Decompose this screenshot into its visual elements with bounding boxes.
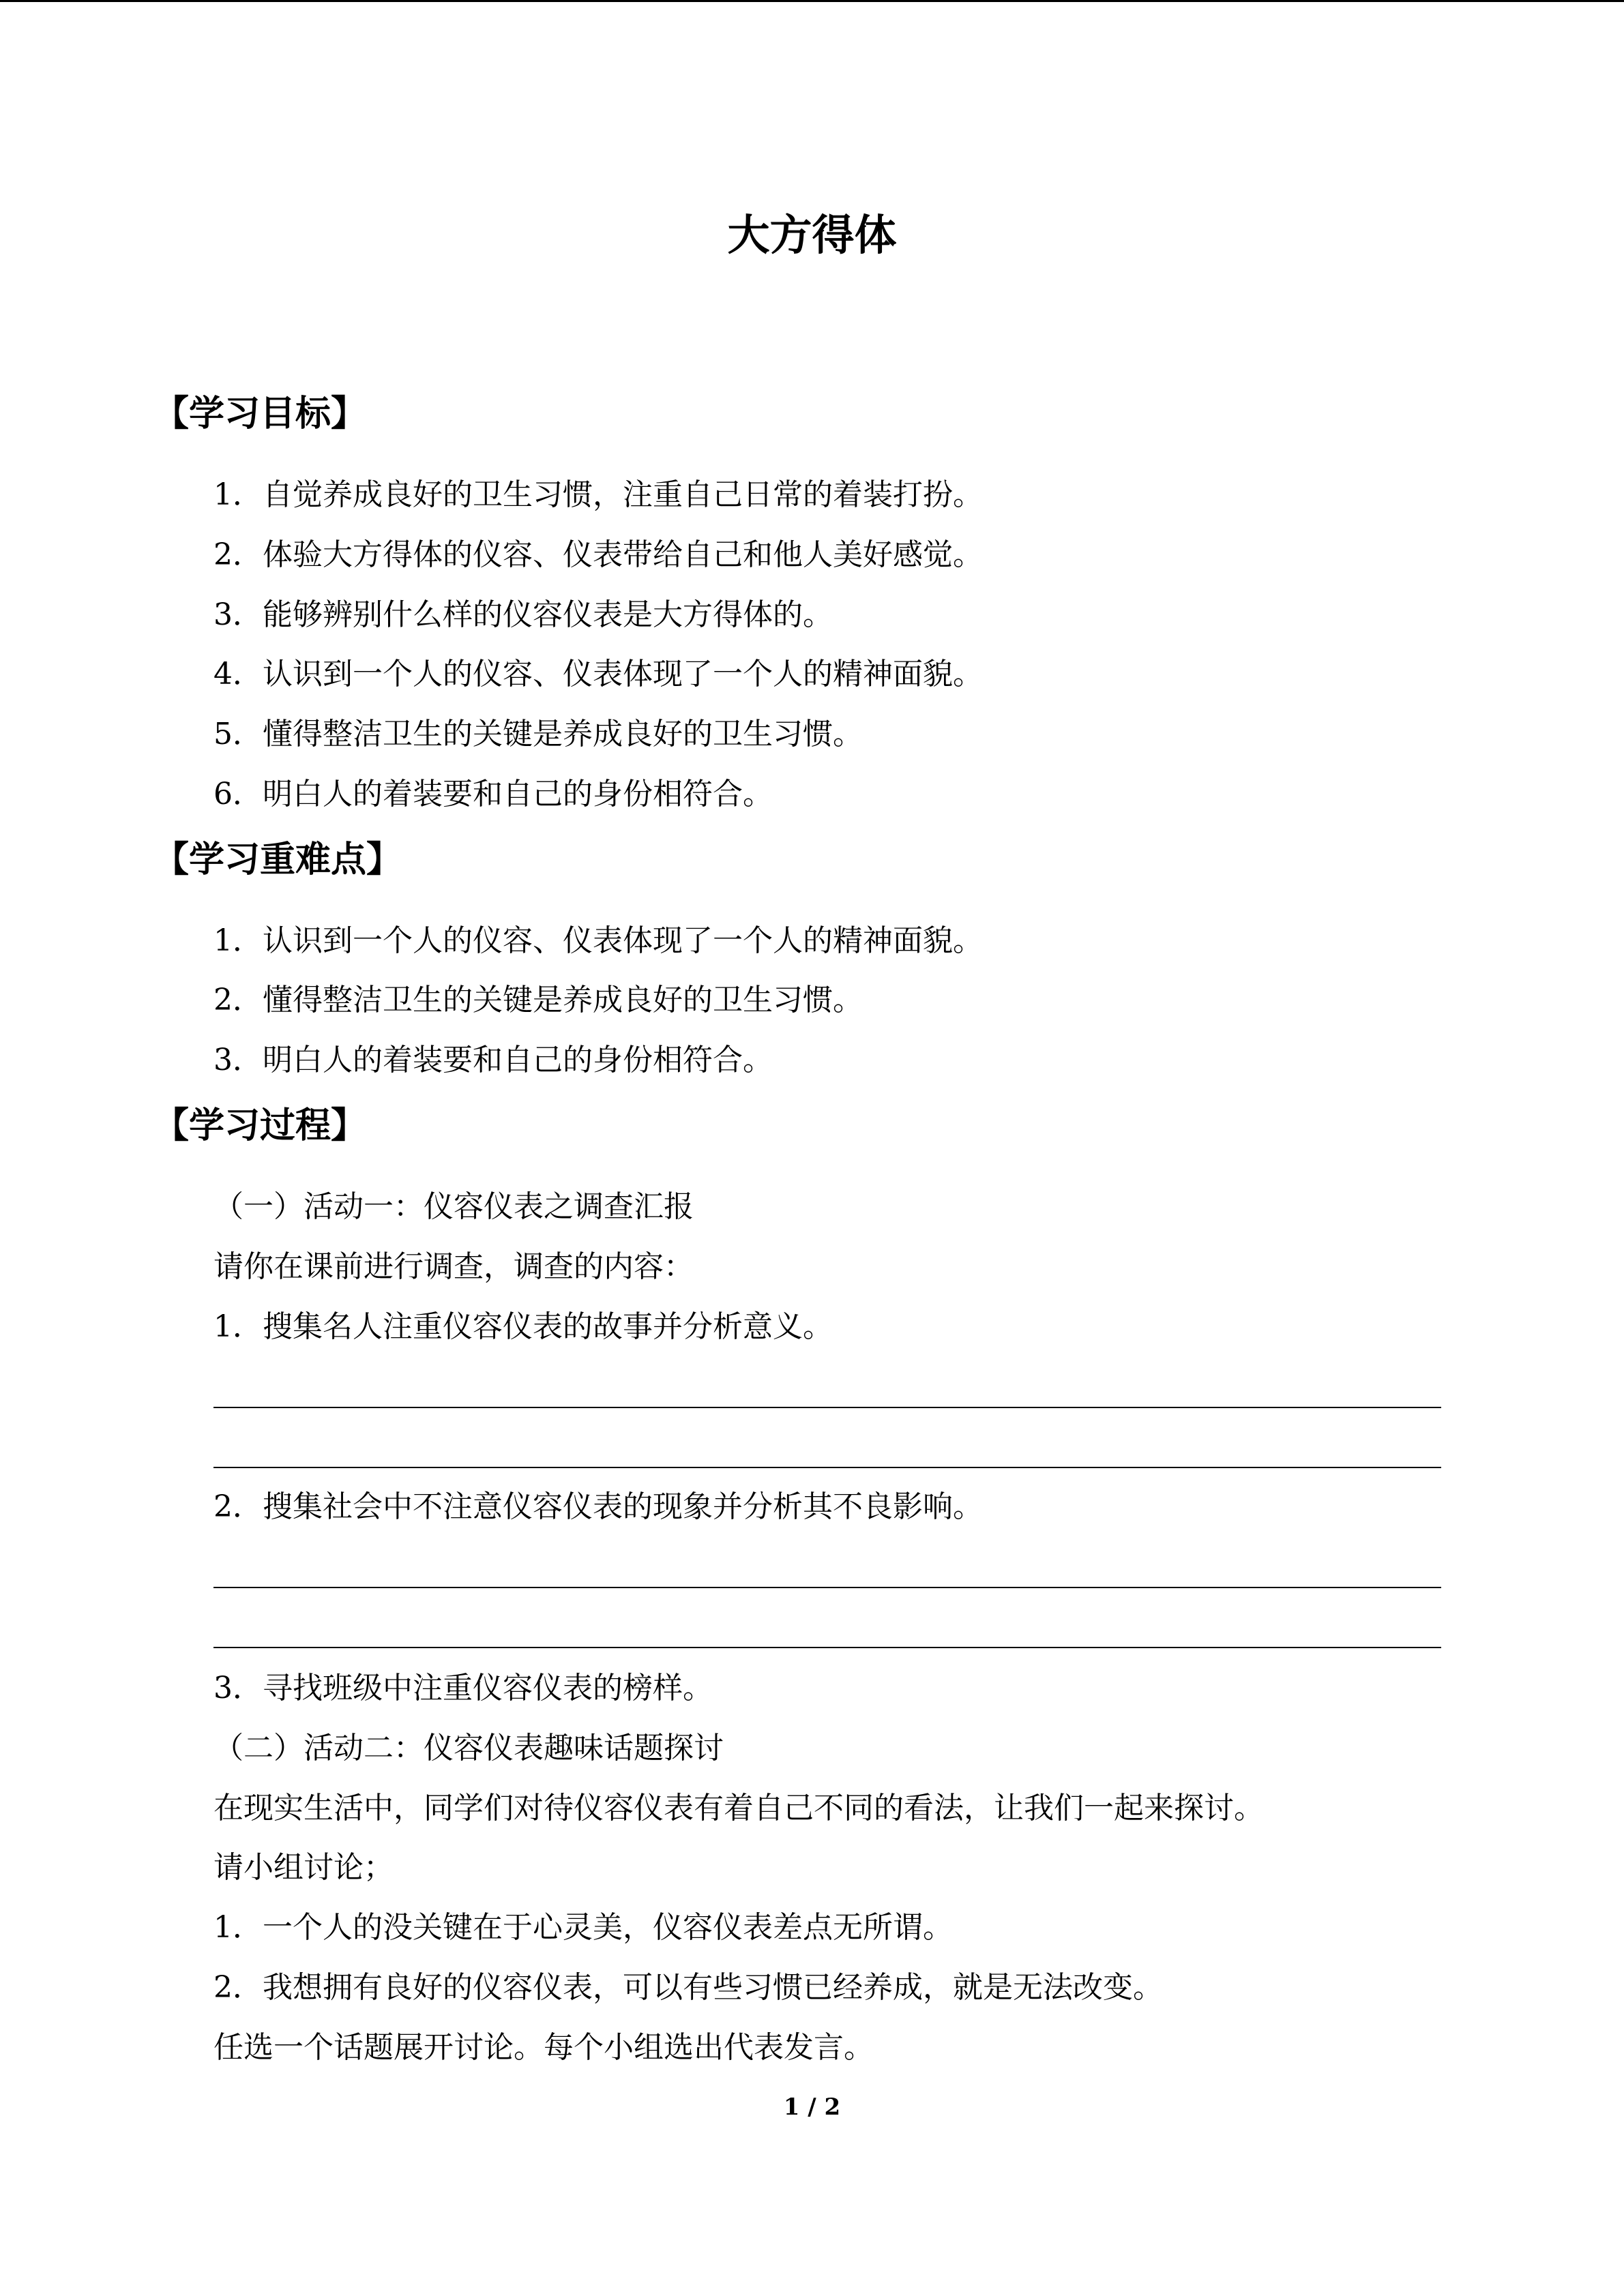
top-border bbox=[0, 0, 1624, 2]
activity1-item-2: 2．搜集社会中不注意仪容仪表的现象并分析其不良影响。 bbox=[213, 1489, 983, 1524]
objective-item-1: 1．自觉养成良好的卫生习惯，注重自己日常的着装打扮。 bbox=[213, 477, 983, 512]
activity2-item-2: 2．我想拥有良好的仪容仪表，可以有些习惯已经养成，就是无法改变。 bbox=[213, 1970, 1163, 2005]
activity2-closing: 任选一个话题展开讨论。每个小组选出代表发言。 bbox=[213, 2030, 874, 2065]
key-point-item-1: 1．认识到一个人的仪容、仪表体现了一个人的精神面貌。 bbox=[213, 923, 983, 958]
activity2-prompt: 请小组讨论； bbox=[213, 1850, 394, 1885]
activity2-intro: 在现实生活中，同学们对待仪容仪表有着自己不同的看法，让我们一起来探讨。 bbox=[213, 1791, 1264, 1825]
page-number: 1 / 2 bbox=[783, 2093, 841, 2121]
objective-item-6: 6．明白人的着装要和自己的身份相符合。 bbox=[213, 777, 773, 811]
activity2-title: （二）活动二：仪容仪表趣味话题探讨 bbox=[213, 1731, 724, 1765]
activity1-intro: 请你在课前进行调查，调查的内容： bbox=[213, 1249, 694, 1284]
answer-line bbox=[213, 1407, 1441, 1408]
activity1-item-3: 3．寻找班级中注重仪容仪表的榜样。 bbox=[213, 1671, 713, 1705]
page-title: 大方得体 bbox=[727, 210, 897, 260]
answer-line bbox=[213, 1587, 1441, 1588]
objective-item-5: 5．懂得整洁卫生的关键是养成良好的卫生习惯。 bbox=[213, 717, 863, 751]
section-heading-key-points: 【学习重难点】 bbox=[153, 839, 402, 880]
key-point-item-3: 3．明白人的着装要和自己的身份相符合。 bbox=[213, 1043, 773, 1077]
key-point-item-2: 2．懂得整洁卫生的关键是养成良好的卫生习惯。 bbox=[213, 983, 863, 1017]
section-heading-objectives: 【学习目标】 bbox=[153, 393, 367, 434]
section-heading-process: 【学习过程】 bbox=[153, 1105, 367, 1146]
objective-item-2: 2．体验大方得体的仪容、仪表带给自己和他人美好感觉。 bbox=[213, 537, 983, 572]
activity2-item-1: 1．一个人的没关键在于心灵美，仪容仪表差点无所谓。 bbox=[213, 1910, 953, 1945]
answer-line bbox=[213, 1647, 1441, 1648]
activity1-title: （一）活动一：仪容仪表之调查汇报 bbox=[213, 1189, 694, 1224]
objective-item-4: 4．认识到一个人的仪容、仪表体现了一个人的精神面貌。 bbox=[213, 657, 983, 691]
answer-line bbox=[213, 1467, 1441, 1468]
activity1-item-1: 1．搜集名人注重仪容仪表的故事并分析意义。 bbox=[213, 1309, 833, 1344]
objective-item-3: 3．能够辨别什么样的仪容仪表是大方得体的。 bbox=[213, 597, 833, 632]
